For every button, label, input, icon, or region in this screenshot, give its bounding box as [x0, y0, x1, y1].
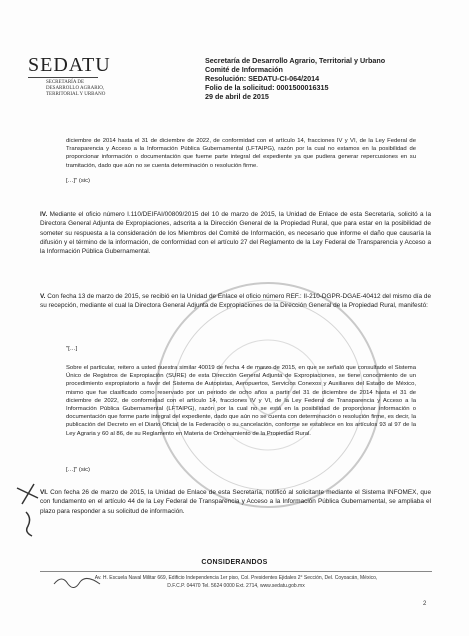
section-iv-number: IV. — [40, 211, 48, 218]
page-number: 2 — [423, 601, 427, 607]
footer-address — [40, 575, 432, 590]
section-v-text: Con fecha 13 de marzo de 2015, se recibió en la Unidad de Enlace el oficio número REF.: II-210-DGPR-DGAE-40412 del mismo día de su recepción, mediante el cual la Directora General Adjunta de Expropiaciones de la Dirección General de la Propiedad Rural, manifestó: — [40, 293, 431, 310]
logo-wordmark: SEDATU — [28, 54, 111, 76]
section-iv — [40, 210, 431, 256]
section-v-quote: Sobre el particular, reitero a usted nuestra similar 40019 de fecha 4 de marzo de 2015, en que se señaló que consultado el Sistema Único de Registros de Expropiación (SURE) de esta Dirección General Adjunta de Expropiaciones, se tiene conocimiento de un procedimiento expropiatorio a favor del Sistema de Autopistas, Aeropuertos, Servicios Conexos y Auxiliares del Estado de México, mismo que fue clasificado como reservado por un periodo de ocho años a partir del 31 de diciembre de 2014 hasta el 31 de diciembre de 2022, de conformidad con el artículo 14, fracciones IV y VI, de la Ley Federal de Transparencia y Acceso a la Información Pública Gubernamental (LFTAIPG), razón por la cual no se está en la posibilidad de proporcionar información o documentación que forme parte integral del expediente, dado que aún no se cuenta con determinación o resolución firme, es decir, la publicación del Decreto en el Diario Oficial de la Federación o su cancelación, conforme se establece en los artículos 93 al 97 de la Ley Agraria y 60 al 86, de su Reglamento en Materia de Ordenamiento de la Propiedad Rural. — [66, 365, 416, 437]
quote-top-text: diciembre de 2014 hasta el 31 de diciembre de 2022, de conformidad con el artículo 14, fracciones IV y VI, de la Ley Federal de Transparencia y Acceso a la Información Pública Gubernamental (LFTAIPG), razón por la cual no estamos en la posibilidad de proporcionar información o documentación que fueme parte integral del expediente ya que pudiera generar repercusiones en su tramitación, dado que aún no se cuenta determinación o resolución firme. — [66, 138, 416, 169]
considerandos-heading: CONSIDERANDOS — [201, 559, 268, 566]
header-folio: Folio de la solicitud: 0001500016315 — [205, 83, 329, 92]
header-comite: Comité de Información — [205, 65, 283, 74]
header-secretaria: Secretaría de Desarrollo Agrario, Territorial y Urbano — [205, 56, 386, 65]
section-vi-number: VI. — [40, 489, 48, 496]
header-fecha: 29 de abril de 2015 — [205, 92, 269, 101]
logo-rule — [28, 77, 98, 78]
section-v — [40, 292, 431, 311]
logo-subtitle-3: TERRITORIAL Y URBANO — [46, 92, 106, 97]
section-iv-text: Mediante el oficio número I.110/DEIFAI/00809/2015 del 10 de marzo de 2015, la Unidad de Enlace de esta Secretaría, solicitó a la Directora General Adjunta de Expropiaciones, adscrita a la Dirección General de la Propiedad Rural, que para estar en la posibilidad de someter su respuesta a la consideración de los Miembros del Comité de Información, es necesario que informe el daño que causaría la difusión y el término de la información, de conformidad con el artículo 27 del Reglamento de la Ley Federal de Transparencia y Acceso a la Información Pública Gubernamental. — [40, 211, 432, 256]
logo-subtitle-2: DESARROLLO AGRARIO, — [46, 86, 105, 91]
section-v-quote-open: "[…] — [66, 346, 78, 352]
section-v-number: V. — [40, 293, 46, 300]
quote-continuation — [66, 137, 416, 170]
footer-divider — [40, 571, 432, 572]
section-v-quote-close: […]" (sic) — [66, 467, 91, 473]
header-resolucion: Resolución: SEDATU-CI-064/2014 — [205, 74, 320, 83]
logo-subtitle-1: SECRETARÍA DE — [46, 80, 85, 85]
footer-line-2: D.F.C.P. 04470 Tel. 5624 0000 Ext. 2714, www.sedatu.gob.mx — [167, 582, 305, 589]
resolution-header — [205, 56, 435, 101]
sedatu-logo — [28, 55, 120, 98]
quote-top-close: […]" (sic) — [66, 178, 91, 184]
section-vi — [40, 488, 431, 516]
footer-line-1: Av. H. Escuela Naval Militar 669, Edificio Independencia 1er piso, Col. Presidentes Ejidales 2° Sección, Del. Coyoacán, México, — [94, 575, 378, 581]
section-vi-text: Con fecha 26 de marzo de 2015, la Unidad de Enlace de esta Secretaría, notificó al solicitante mediante el Sistema INFOMEX, que con fundamento en el artículo 44 de la Ley Federal de Transparencia y Acceso a la Información Pública Gubernamental, se ampliaba el plazo para responder a su solicitud de información. — [40, 489, 432, 515]
